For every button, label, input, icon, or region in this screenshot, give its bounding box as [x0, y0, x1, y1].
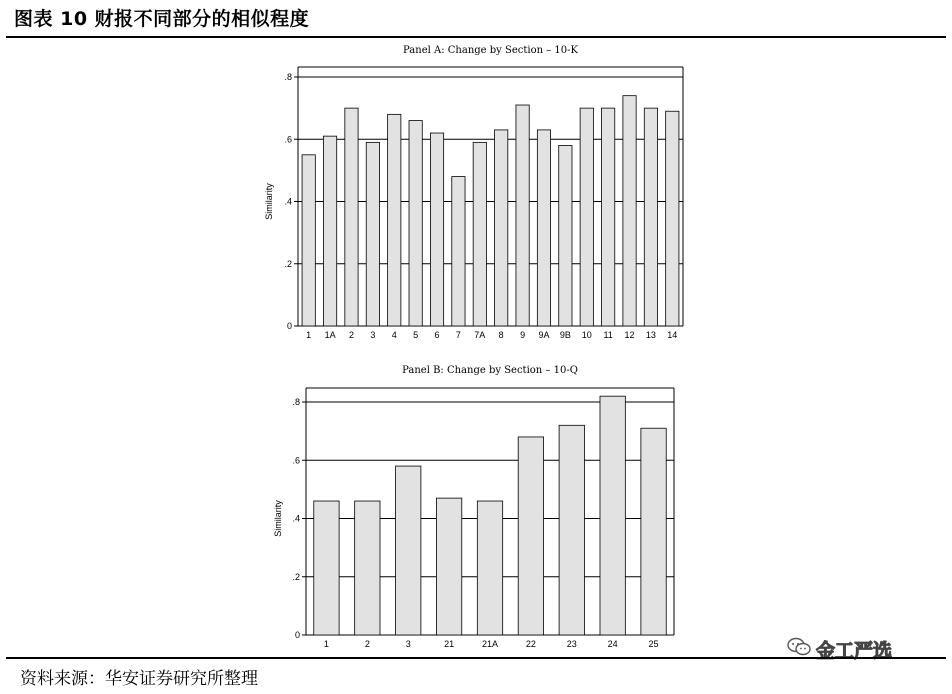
y-tick-label: .8 — [284, 72, 292, 82]
bar-13 — [644, 108, 657, 326]
x-tick-label: 3 — [370, 330, 376, 340]
x-tick-label: 23 — [566, 639, 577, 649]
y-tick-label: .8 — [292, 397, 300, 407]
bar-9 — [516, 105, 529, 326]
bar-4 — [388, 114, 401, 326]
x-tick-label: 1 — [306, 330, 312, 340]
source-note: 资料来源：华安证券研究所整理 — [20, 669, 258, 689]
bar-3 — [396, 466, 421, 635]
bar-23 — [559, 425, 584, 635]
bar-2 — [345, 108, 358, 326]
figure-title: 图表 10 财报不同部分的相似程度 — [14, 8, 310, 30]
bar-14 — [666, 111, 679, 326]
bar-12 — [623, 96, 636, 326]
panel-b-chart — [0, 358, 952, 652]
x-tick-label: 1A — [324, 330, 336, 340]
x-tick-label: 3 — [405, 639, 411, 649]
bottom-rule — [6, 657, 946, 659]
y-tick-label: 0 — [286, 321, 292, 331]
bar-22 — [518, 437, 543, 635]
x-tick-label: 2 — [348, 330, 354, 340]
bar-11 — [602, 108, 615, 326]
watermark-text: 金工严选 — [816, 640, 893, 662]
x-tick-label: 14 — [667, 330, 678, 340]
x-tick-label: 22 — [525, 639, 536, 649]
x-tick-label: 9B — [559, 330, 571, 340]
x-tick-label: 9A — [538, 330, 550, 340]
bar-21 — [436, 498, 461, 635]
bar-5 — [409, 121, 422, 326]
bar-8 — [495, 130, 508, 326]
bar-1A — [323, 136, 336, 326]
x-tick-label: 11 — [603, 330, 613, 340]
y-tick-label: .2 — [284, 258, 292, 269]
x-tick-label: 13 — [645, 330, 656, 340]
bar-7A — [473, 142, 486, 326]
y-axis-label: Similarity — [264, 183, 274, 220]
top-rule — [6, 36, 946, 38]
x-tick-label: 5 — [413, 330, 419, 340]
x-tick-label: 10 — [581, 330, 592, 340]
x-tick-label: 21 — [444, 639, 455, 649]
bar-9A — [537, 130, 550, 326]
x-tick-label: 7A — [474, 330, 486, 340]
y-tick-label: .6 — [284, 134, 292, 145]
y-axis-label: Similarity — [273, 500, 283, 537]
y-tick-label: .6 — [292, 455, 300, 466]
bar-7 — [452, 177, 465, 326]
panel-title: Panel A: Change by Section – 10-K — [403, 45, 578, 56]
bar-25 — [641, 428, 666, 635]
bar-9B — [559, 145, 572, 326]
bar-24 — [600, 396, 625, 635]
y-tick-label: .4 — [284, 196, 292, 207]
bar-1 — [314, 501, 339, 635]
x-tick-label: 24 — [607, 639, 618, 649]
x-tick-label: 7 — [455, 330, 461, 340]
bar-2 — [355, 501, 380, 635]
x-tick-label: 12 — [624, 330, 635, 340]
bar-1 — [302, 155, 315, 326]
bar-6 — [430, 133, 443, 326]
y-tick-label: 0 — [294, 630, 300, 640]
x-tick-label: 4 — [391, 330, 397, 340]
panel-a-chart — [0, 40, 952, 346]
x-tick-label: 21A — [481, 639, 499, 649]
bar-3 — [366, 142, 379, 326]
x-tick-label: 1 — [323, 639, 329, 649]
x-tick-label: 9 — [520, 330, 526, 340]
panel-title: Panel B: Change by Section – 10-Q — [402, 365, 578, 376]
bar-10 — [580, 108, 593, 326]
y-tick-label: .2 — [292, 571, 300, 582]
y-tick-label: .4 — [292, 513, 300, 524]
x-tick-label: 6 — [434, 330, 440, 340]
x-tick-label: 8 — [498, 330, 504, 340]
bar-21A — [477, 501, 502, 635]
x-tick-label: 2 — [364, 639, 370, 649]
x-tick-label: 25 — [648, 639, 659, 649]
